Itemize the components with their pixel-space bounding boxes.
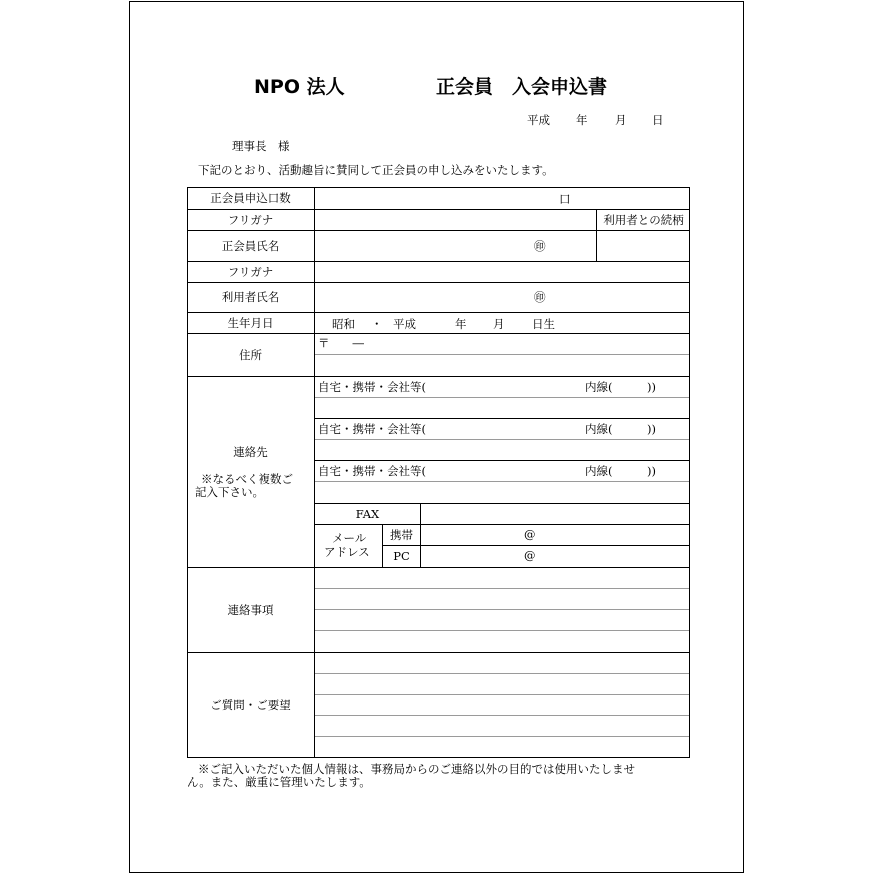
birth-era2: 平成 (393, 317, 416, 331)
user-seal: ㊞ (534, 290, 546, 304)
birth-month: 月 (493, 317, 505, 331)
birth-label: 生年月日 (227, 315, 274, 330)
addressee: 理事長 様 (232, 139, 290, 153)
postal-mark: 〒 ― (318, 336, 364, 350)
birth-era1: 昭和 (332, 317, 355, 331)
form-sheet (129, 1, 744, 873)
extension-3: 内線( )) (585, 464, 656, 478)
phone-type-1: 自宅・携帯・会社等( (318, 380, 426, 394)
date-year: 年 (576, 113, 588, 127)
furigana2-label: フリガナ (227, 264, 274, 279)
contact-label: 連絡先 (233, 445, 268, 459)
pc-at: @ (524, 548, 536, 562)
phone-type-2: 自宅・携帯・会社等( (318, 422, 426, 436)
member-name-label: 正会員氏名 (221, 238, 280, 253)
fax-label: FAX (355, 506, 380, 521)
application-table (187, 187, 690, 758)
date-day: 日 (652, 113, 664, 127)
member-seal: ㊞ (534, 239, 546, 253)
birth-year: 年 (455, 317, 467, 331)
extension-1: 内線( )) (585, 380, 656, 394)
extension-2: 内線( )) (585, 422, 656, 436)
intro-text: 下記のとおり、活動趣旨に賛同して正会員の申し込みをいたします。 (198, 163, 554, 177)
date-era: 平成 (527, 113, 550, 127)
relation-label: 利用者との続柄 (603, 212, 684, 227)
privacy-note-line1: ※ご記入いただいた個人情報は、事務局からのご連絡以外の目的では使用いたしませ (198, 762, 635, 776)
birth-day: 日生 (532, 317, 555, 331)
contact-note-1: ※なるべく複数ご (201, 472, 293, 486)
date-month: 月 (615, 113, 627, 127)
mail-label-1: メール (332, 531, 367, 545)
contact-note-2: 記入下さい。 (195, 485, 264, 499)
units-label: 正会員申込口数 (210, 191, 291, 205)
notes-label: 連絡事項 (227, 602, 274, 617)
birth-dot: ・ (371, 317, 383, 331)
privacy-note-line2: ん。また、厳重に管理いたします。 (187, 775, 371, 789)
phone-type-3: 自宅・携帯・会社等( (318, 464, 426, 478)
mobile-label: 携帯 (390, 527, 413, 542)
requests-label: ご質問・ご要望 (210, 698, 291, 712)
address-label: 住所 (239, 347, 262, 362)
furigana-label: フリガナ (227, 212, 274, 227)
user-name-label: 利用者氏名 (221, 290, 280, 304)
units-suffix: 口 (559, 192, 571, 206)
form-title: 正会員 入会申込書 (436, 76, 608, 98)
org-title: NPO 法人 (254, 76, 345, 98)
mail-label-2: アドレス (324, 545, 370, 559)
mobile-at: @ (524, 527, 536, 541)
pc-label: PC (393, 549, 410, 563)
